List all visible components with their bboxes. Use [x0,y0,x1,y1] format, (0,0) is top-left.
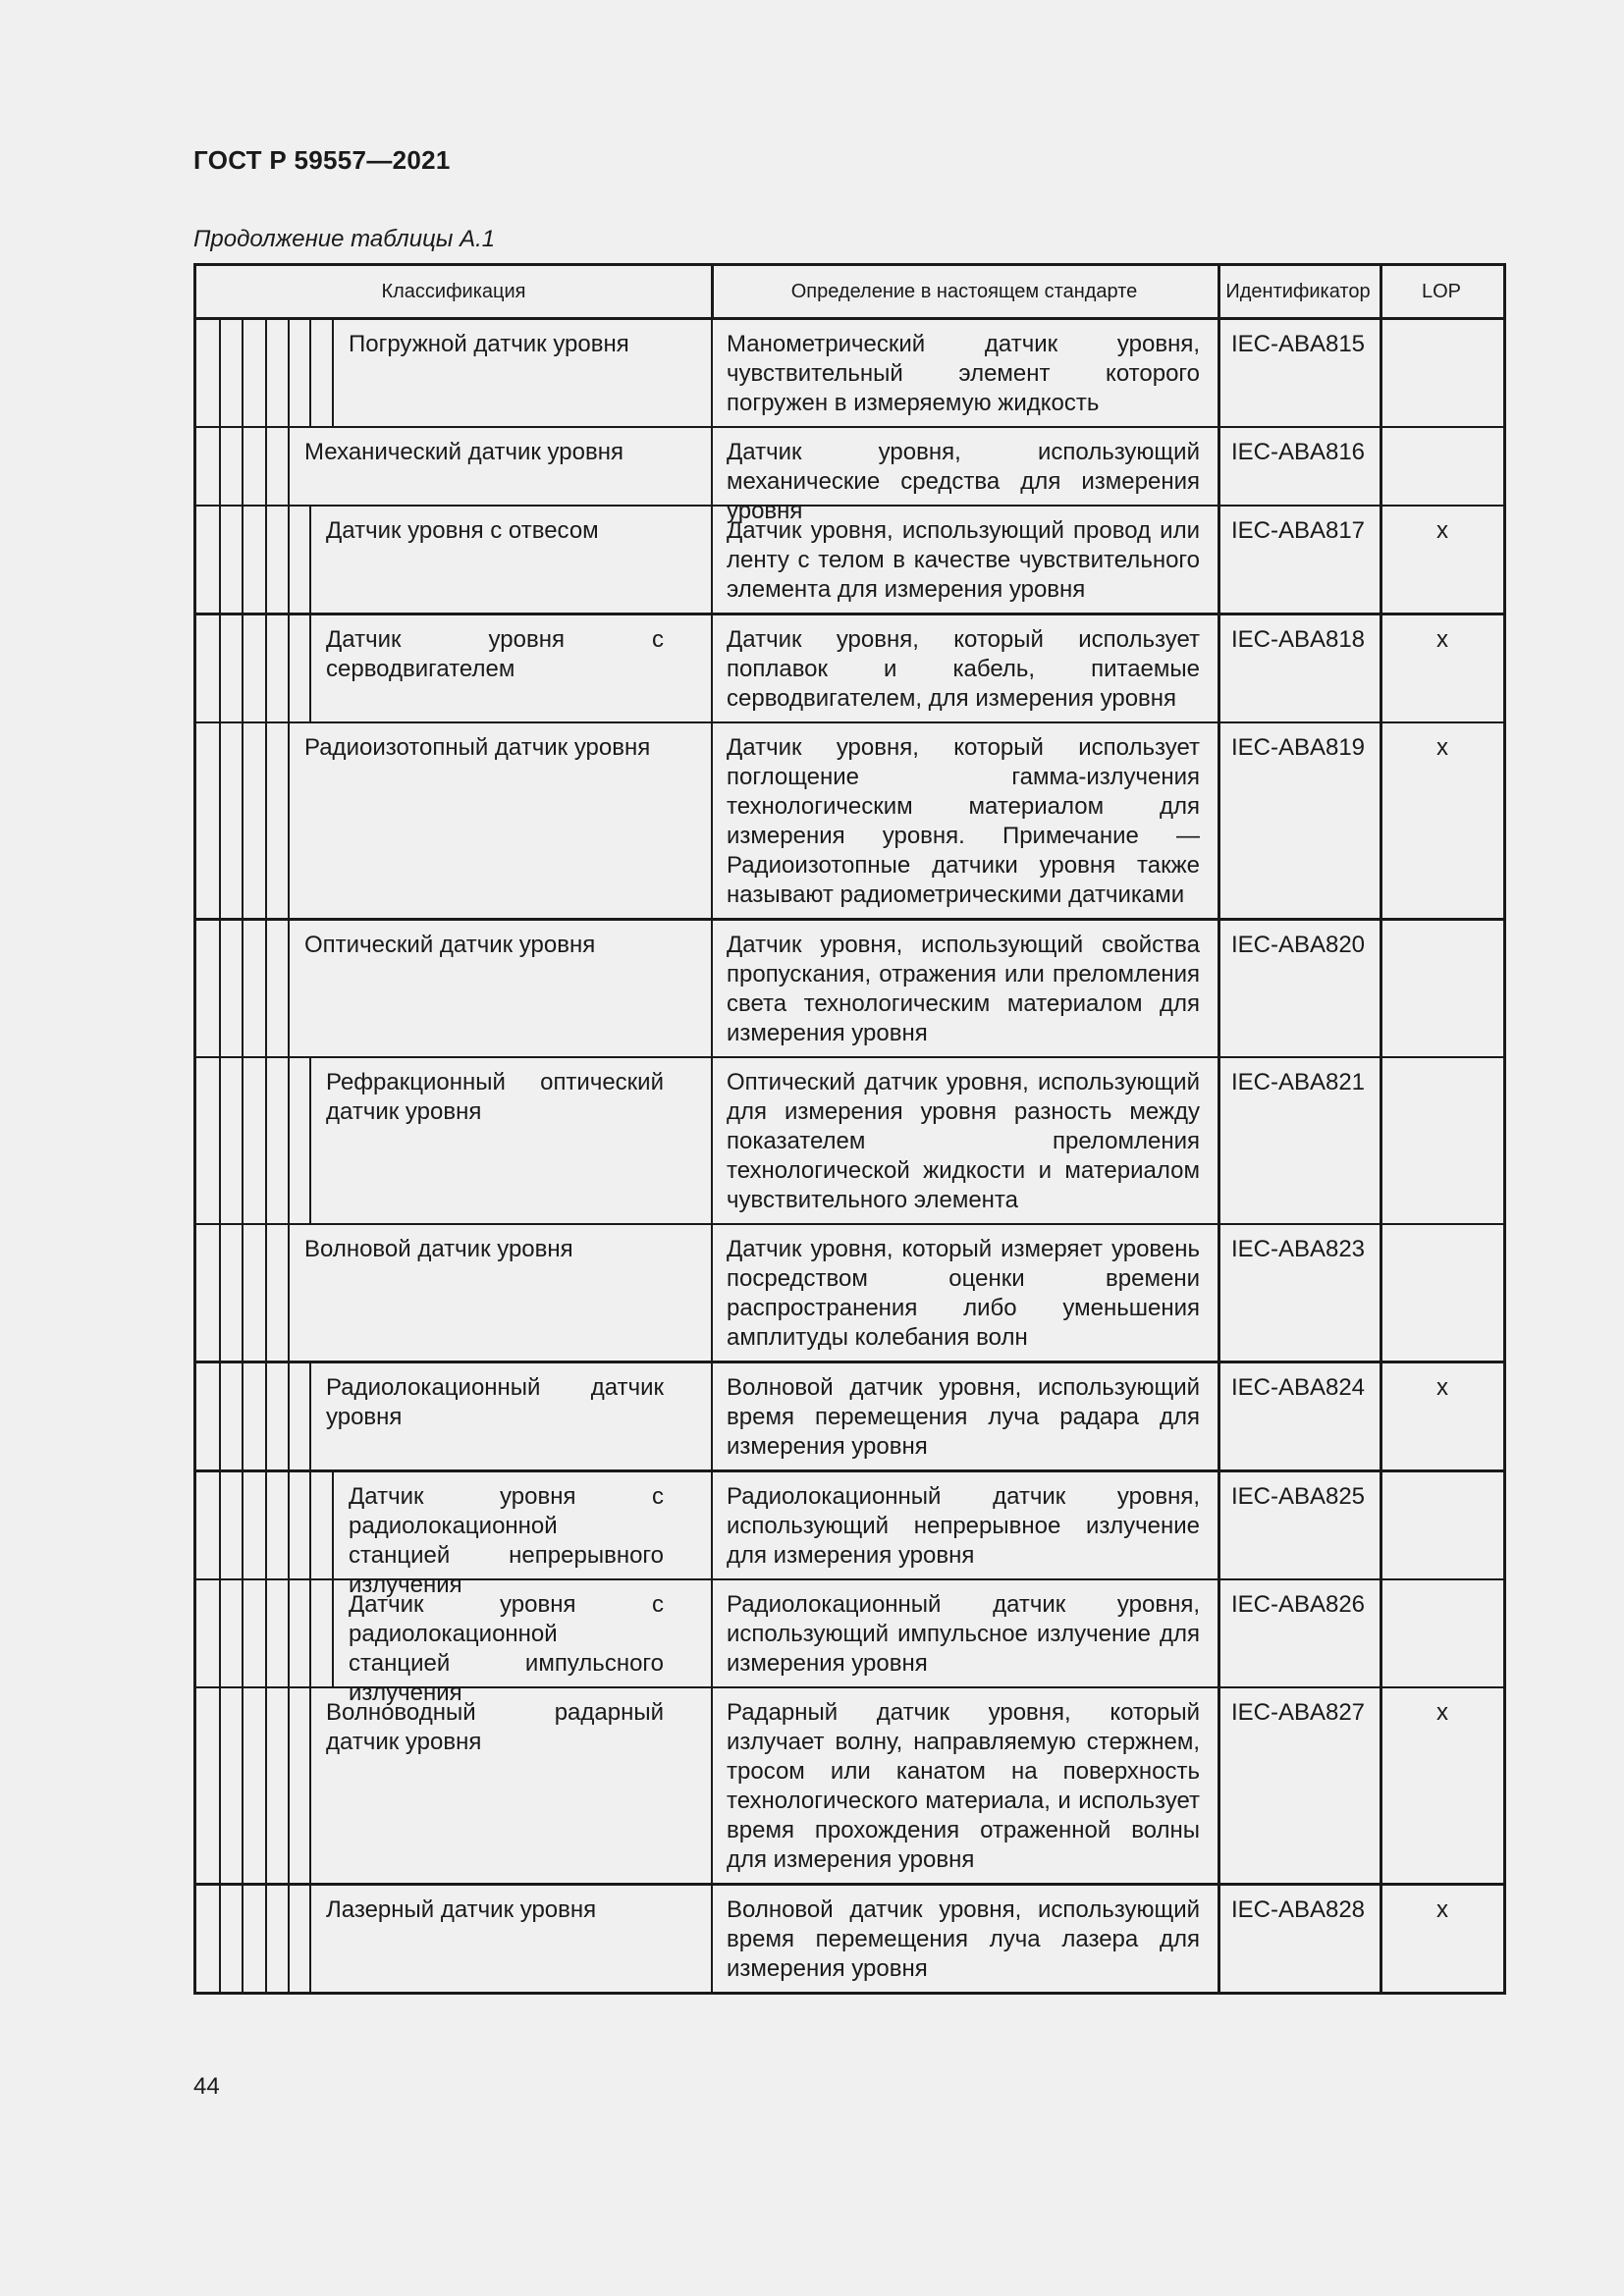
identifier: IEC-ABA820 [1230,932,1366,958]
table-caption: Продолжение таблицы А.1 [193,226,496,252]
identifier: IEC-ABA817 [1230,517,1366,544]
definition-text: Оптический датчик уровня, использующий для измерения уровня разность между показателем преломления технологической жидкости и материалом чувствительного элемента [727,1069,1200,1213]
page-number: 44 [193,2073,220,2100]
table-row [196,1886,1503,1992]
definition-text: Радиолокационный датчик уровня, использующий непрерывное излучение для измерения уровня [727,1483,1200,1569]
definition-text: Волновой датчик уровня, использующий время перемещения луча радара для измерения уровня [727,1374,1200,1460]
classification-name: Датчик уровня с радиолокационной станцией непрерывного излучения [349,1483,664,1598]
identifier: IEC-ABA824 [1230,1374,1366,1401]
table-header [196,266,1503,320]
definition-text: Датчик уровня, который использует поплавок и кабель, питаемые серводвигателем, для измерения уровня [727,626,1200,712]
identifier: IEC-ABA823 [1230,1236,1366,1262]
header-definition: Определение в настоящем стандарте [790,280,1138,302]
classification-table [193,263,1506,1995]
definition-text: Датчик уровня, который использует поглощение гамма-излучения технологическим материалом для измерения уровня. Примечание — Радиоизотопные датчики уровня также называют радиометрическими датчиками [727,734,1200,908]
classification-name: Радиоизотопный датчик уровня [304,734,651,761]
definition-text: Волновой датчик уровня, использующий время перемещения луча лазера для измерения уровня [727,1896,1200,1982]
lop-mark: x [1436,734,1448,761]
table-row [196,1688,1503,1886]
identifier: IEC-ABA826 [1230,1591,1366,1618]
table-row [196,1580,1503,1706]
header-classification: Классификация [381,280,526,302]
lop-mark: x [1436,626,1448,653]
classification-name: Оптический датчик уровня [304,932,596,958]
identifier: IEC-ABA819 [1230,734,1366,761]
classification-name: Волновой датчик уровня [304,1236,573,1262]
definition-text: Датчик уровня, использующий свойства пропускания, отражения или преломления света технологическим материалом для измерения уровня [727,932,1200,1046]
table-row [196,615,1503,723]
lop-mark: x [1436,1896,1448,1923]
lop-mark: x [1436,517,1448,544]
classification-name: Лазерный датчик уровня [326,1896,597,1923]
classification-name: Механический датчик уровня [304,439,623,465]
definition-text: Датчик уровня, использующий механические средства для измерения уровня [727,439,1200,524]
table-row [196,1363,1503,1472]
table-row [196,1058,1503,1225]
lop-mark: x [1436,1374,1448,1401]
definition-text: Датчик уровня, который измеряет уровень посредством оценки времени распространения либо уменьшения амплитуды колебания волн [727,1236,1200,1351]
table-row [196,921,1503,1058]
identifier: IEC-ABA821 [1230,1069,1366,1095]
classification-name: Датчик уровня с отвесом [326,517,599,544]
identifier: IEC-ABA818 [1230,626,1366,653]
classification-name: Датчик уровня с радиолокационной станцией импульсного излучения [349,1591,664,1706]
definition-text: Радарный датчик уровня, который излучает волну, направляемую стержнем, тросом или канатом на поверхность технологического материала, и использует время прохождения отраженной волны для измерения уровня [727,1699,1200,1873]
identifier: IEC-ABA827 [1230,1699,1366,1726]
header-lop: LOP [1421,280,1462,302]
header-identifier: Идентификатор [1225,280,1371,302]
identifier: IEC-ABA828 [1230,1896,1366,1923]
document-title: ГОСТ Р 59557—2021 [193,145,451,175]
identifier: IEC-ABA825 [1230,1483,1366,1510]
classification-name: Погружной датчик уровня [349,331,629,357]
classification-name: Волноводный радарный датчик уровня [326,1699,664,1755]
definition-text: Манометрический датчик уровня, чувствительный элемент которого погружен в измеряемую жидкость [727,331,1200,416]
classification-name: Радиолокационный датчик уровня [326,1374,664,1430]
table-row [196,320,1503,428]
classification-name: Датчик уровня с серводвигателем [326,626,664,682]
identifier: IEC-ABA816 [1230,439,1366,465]
identifier: IEC-ABA815 [1230,331,1366,357]
classification-name: Рефракционный оптический датчик уровня [326,1069,664,1125]
definition-text: Датчик уровня, использующий провод или ленту с телом в качестве чувствительного элемента для измерения уровня [727,517,1200,603]
table-row [196,723,1503,921]
table-row [196,1472,1503,1598]
table-row [196,507,1503,615]
table-row [196,1225,1503,1363]
table-row [196,428,1503,524]
lop-mark: x [1436,1699,1448,1726]
definition-text: Радиолокационный датчик уровня, использующий импульсное излучение для измерения уровня [727,1591,1200,1677]
